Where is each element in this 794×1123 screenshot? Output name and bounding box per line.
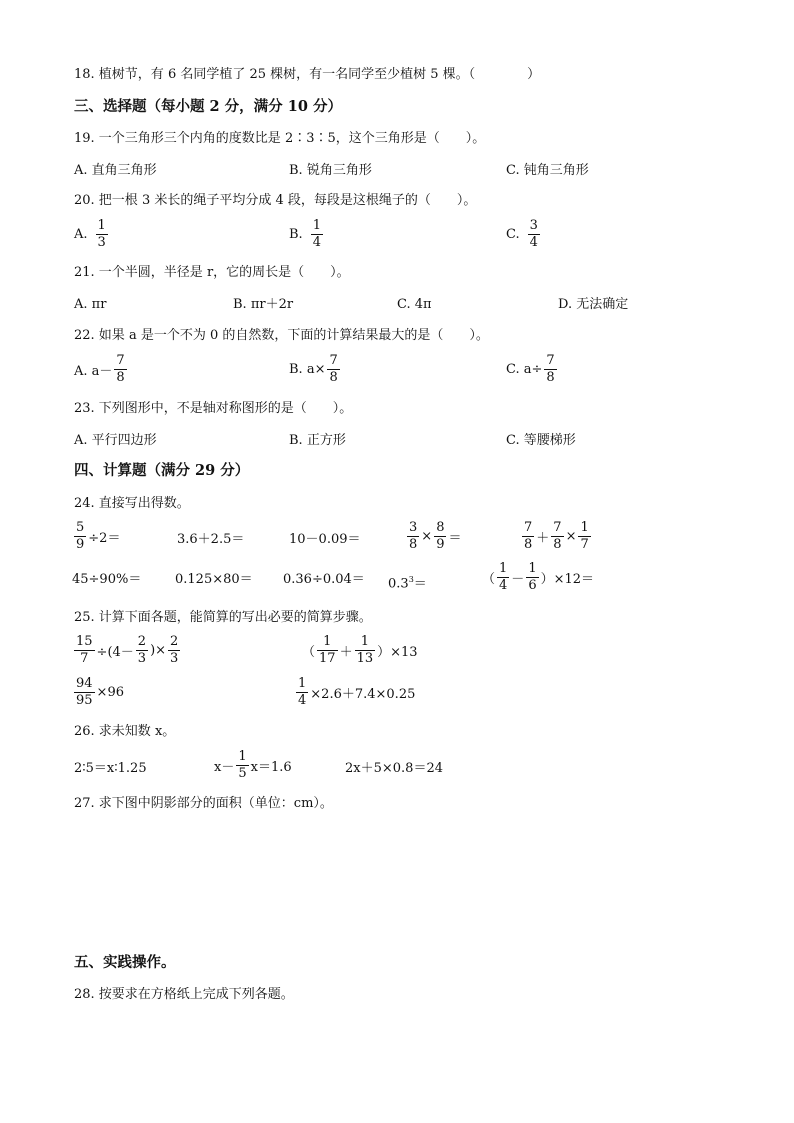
- fraction-denominator: 7: [80, 651, 89, 666]
- question-24-stem: 24. 直接写出得数。: [74, 496, 190, 511]
- question-27-stem: 27. 求下图中阴影部分的面积（单位：cm）。: [74, 796, 333, 811]
- q25-problem-3: [72, 676, 124, 709]
- section-4-heading: 四、计算题（满分 29 分）: [74, 462, 250, 479]
- fraction-numerator: 3: [529, 218, 538, 233]
- fraction-denominator: 4: [298, 693, 307, 708]
- question-20-option-b: [289, 218, 325, 251]
- fraction: [497, 561, 509, 594]
- fraction-denominator: 7: [580, 537, 589, 552]
- fraction: [296, 676, 308, 709]
- fraction-numerator: 2: [137, 634, 147, 649]
- fraction: [526, 561, 538, 594]
- fraction-numerator: 7: [546, 353, 555, 368]
- fraction-numerator: 3: [409, 520, 418, 535]
- question-21-option-b: B. πr＋2r: [233, 297, 294, 312]
- fraction: [544, 353, 556, 386]
- q26-equation-2: [214, 749, 292, 782]
- operator: ×: [565, 529, 577, 544]
- fraction: [407, 520, 419, 553]
- fraction: [317, 634, 338, 667]
- fraction-denominator: 17: [319, 651, 336, 666]
- expr-tail: ÷2＝: [88, 531, 121, 546]
- fraction-numerator: 5: [76, 520, 85, 535]
- q24-expr-9: [388, 571, 427, 593]
- fraction-denominator: 13: [356, 651, 374, 666]
- operator: ×: [421, 529, 433, 544]
- fraction-denominator: 8: [553, 537, 562, 552]
- question-23-option-b: B. 正方形: [289, 433, 346, 448]
- q24-expr-1: [72, 520, 120, 553]
- fraction-denominator: 3: [137, 651, 147, 666]
- section-5-heading: 五、实践操作。: [74, 954, 176, 971]
- fraction-numerator: 7: [524, 520, 533, 535]
- fraction-denominator: 6: [528, 578, 537, 593]
- q24-expr-2: 3.6＋2.5＝: [177, 532, 245, 547]
- question-23-option-a: A. 平行四边形: [74, 433, 157, 448]
- fraction: [327, 353, 339, 386]
- fraction: [168, 634, 180, 667]
- power-base: 0.3: [388, 576, 409, 592]
- fraction-numerator: 7: [116, 353, 125, 368]
- fraction-denominator: 3: [170, 651, 179, 666]
- open-paren: （: [482, 572, 496, 587]
- fraction-denominator: 4: [529, 235, 538, 250]
- q25-problem-4: [294, 676, 415, 709]
- expr-middle: )×: [150, 643, 167, 658]
- question-20-option-c: [506, 218, 542, 251]
- question-22-stem: 22. 如果 a 是一个不为 0 的自然数，下面的计算结果最大的是（ ）。: [74, 328, 489, 343]
- fraction: [355, 634, 376, 667]
- fraction-numerator: 8: [436, 520, 445, 535]
- fraction-denominator: 8: [329, 370, 338, 385]
- question-21-option-c: C. 4π: [397, 297, 432, 312]
- fraction-numerator: 94: [76, 676, 93, 691]
- q24-expr-3: 10－0.09＝: [289, 532, 361, 547]
- question-25-stem: 25. 计算下面各题，能简算的写出必要的简算步骤。: [74, 610, 372, 625]
- q24-expr-5: [520, 520, 593, 553]
- fraction: [74, 676, 95, 709]
- expr-head: x－: [214, 760, 235, 775]
- question-20-stem: 20. 把一根 3 米长的绳子平均分成 4 段，每段是这根绳子的（ ）。: [74, 193, 477, 208]
- option-label: B.: [289, 227, 303, 242]
- fraction-denominator: 4: [499, 578, 508, 593]
- fraction: [136, 634, 148, 667]
- fraction: [74, 520, 86, 553]
- fraction-numerator: 1: [312, 218, 321, 233]
- q24-expr-7: 0.125×80＝: [175, 572, 253, 587]
- q24-expr-4: [405, 520, 461, 553]
- fraction-numerator: 1: [580, 520, 589, 535]
- fraction-numerator: 1: [238, 749, 247, 764]
- fraction-denominator: 8: [524, 537, 533, 552]
- q24-expr-6: 45÷90%＝: [72, 572, 142, 587]
- fraction-denominator: 9: [436, 537, 445, 552]
- option-label: C.: [506, 227, 520, 242]
- fraction: [96, 218, 108, 251]
- fraction: [578, 520, 590, 553]
- fraction-denominator: 9: [76, 537, 85, 552]
- fraction: [236, 749, 248, 782]
- fraction: [311, 218, 323, 251]
- expr-tail: ×96: [96, 685, 124, 700]
- option-label: B. a×: [289, 362, 326, 377]
- expr-tail: ＝: [448, 531, 462, 546]
- fraction-denominator: 95: [76, 693, 93, 708]
- question-19-option-b: B. 锐角三角形: [289, 163, 372, 178]
- option-label: A.: [74, 227, 88, 242]
- fraction-numerator: 1: [360, 634, 369, 649]
- expr-tail: ）×13: [377, 645, 418, 660]
- fraction-numerator: 1: [323, 634, 332, 649]
- question-21-option-d: D. 无法确定: [558, 297, 629, 312]
- question-22-option-a: [74, 353, 129, 386]
- fraction: [74, 634, 95, 667]
- fraction-numerator: 1: [528, 561, 537, 576]
- fraction: [522, 520, 534, 553]
- fraction-numerator: 1: [499, 561, 508, 576]
- expr-tail: ＝: [413, 576, 427, 592]
- question-19-stem: 19. 一个三角形三个内角的度数比是 2∶3∶5，这个三角形是（ ）。: [74, 131, 486, 146]
- operator: ＋: [536, 531, 550, 546]
- power-exponent: 3: [408, 575, 414, 584]
- fraction: [114, 353, 126, 386]
- expr-tail: x＝1.6: [250, 760, 292, 775]
- question-26-stem: 26. 求未知数 x。: [74, 724, 176, 739]
- question-23-option-c: C. 等腰梯形: [506, 433, 576, 448]
- expr-middle: ÷(4－: [96, 645, 134, 660]
- fraction: [434, 520, 446, 553]
- question-22-option-c: [506, 353, 559, 386]
- fraction: [551, 520, 563, 553]
- q25-problem-2: [302, 634, 418, 667]
- fraction-denominator: 8: [409, 537, 418, 552]
- fraction-numerator: 7: [329, 353, 338, 368]
- fraction: [528, 218, 540, 251]
- question-21-stem: 21. 一个半圆，半径是 r，它的周长是（ ）。: [74, 265, 350, 280]
- section-3-heading: 三、选择题（每小题 2 分，满分 10 分）: [74, 98, 342, 115]
- fraction-numerator: 15: [76, 634, 93, 649]
- question-23-stem: 23. 下列图形中，不是轴对称图形的是（ ）。: [74, 401, 353, 416]
- fraction-numerator: 1: [298, 676, 307, 691]
- fraction-numerator: 1: [97, 218, 106, 233]
- operator: ＋: [339, 645, 353, 660]
- fraction-denominator: 5: [238, 766, 247, 781]
- question-21-option-a: A. πr: [74, 297, 107, 312]
- q25-problem-1: [72, 634, 182, 667]
- expr-tail: ）×12＝: [540, 572, 595, 587]
- q26-equation-1: 2∶5＝x∶1.25: [74, 761, 147, 776]
- question-18: 18. 植树节，有 6 名同学植了 25 棵树，有一名同学至少植树 5 棵。（ ）: [74, 67, 541, 82]
- fraction-denominator: 8: [116, 370, 125, 385]
- operator: －: [511, 572, 525, 587]
- fraction-denominator: 8: [546, 370, 555, 385]
- fraction-numerator: 7: [553, 520, 562, 535]
- fraction-denominator: 4: [312, 235, 321, 250]
- open-paren: （: [302, 645, 316, 660]
- question-22-option-b: [289, 353, 342, 386]
- fraction-denominator: 3: [97, 235, 106, 250]
- q24-expr-10: [482, 561, 594, 594]
- question-28-stem: 28. 按要求在方格纸上完成下列各题。: [74, 987, 294, 1002]
- q24-expr-8: 0.36÷0.04＝: [283, 572, 365, 587]
- question-19-option-a: A. 直角三角形: [74, 163, 157, 178]
- option-label: C. a÷: [506, 362, 543, 377]
- question-20-option-a: [74, 218, 110, 251]
- fraction-numerator: 2: [170, 634, 179, 649]
- option-label: A. a－: [74, 364, 113, 379]
- question-19-option-c: C. 钝角三角形: [506, 163, 589, 178]
- q26-equation-3: 2x＋5×0.8＝24: [345, 761, 443, 776]
- expr-tail: ×2.6＋7.4×0.25: [310, 687, 416, 702]
